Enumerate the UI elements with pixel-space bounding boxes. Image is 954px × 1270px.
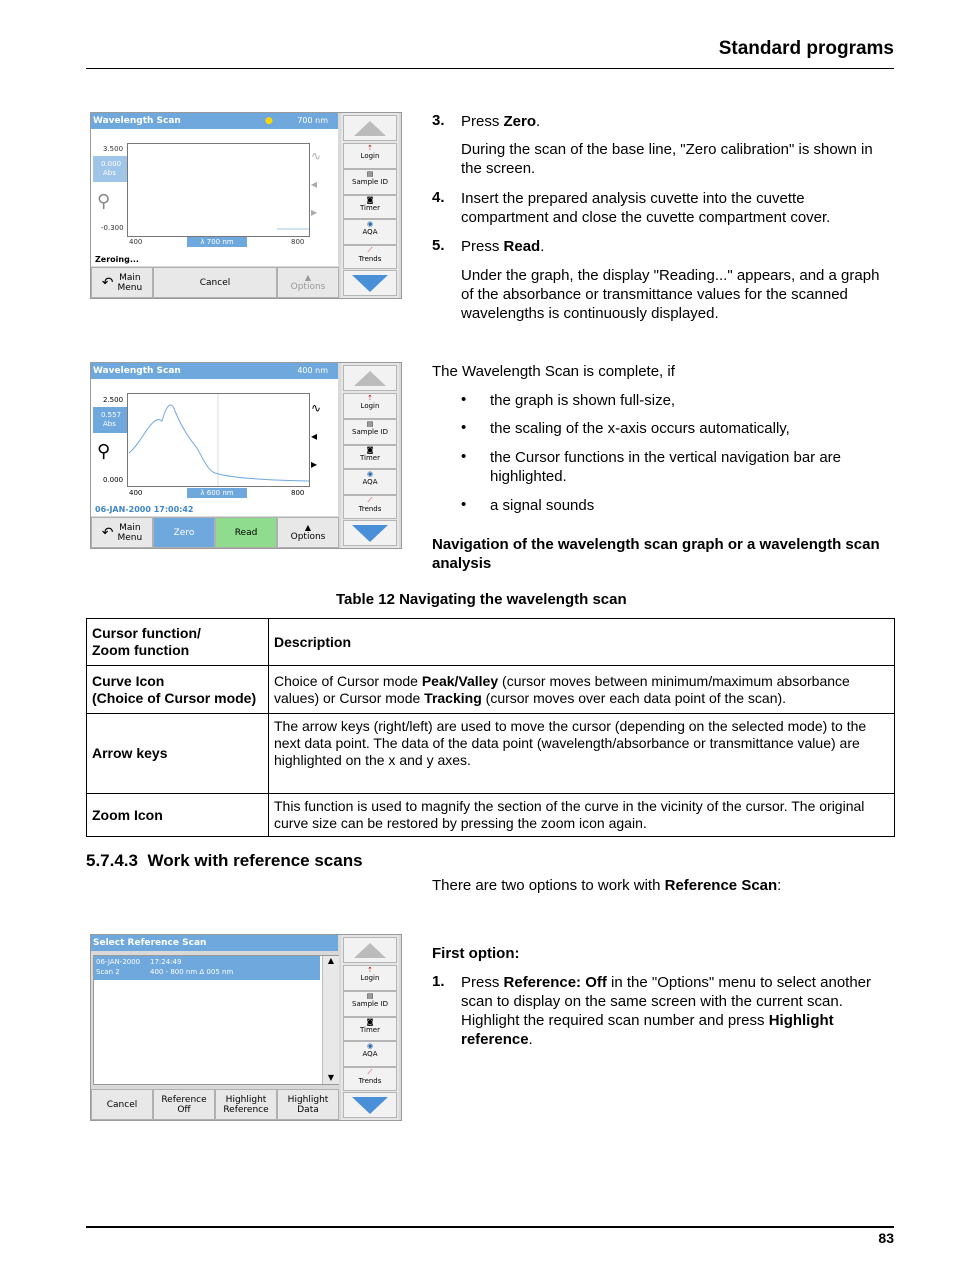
timer-icon: ◙ [366,446,374,454]
y-unit: Abs [103,169,116,177]
table-header-row [87,619,895,666]
main-label: Main [119,272,141,283]
table-cell: Zoom Icon [87,794,269,837]
login-label: Login [360,152,380,160]
arrow-right-icon[interactable]: ▸ [311,457,318,471]
first-option-title: First option: [432,945,520,962]
bullet-3: the Cursor functions in the vertical navigation bar are highlighted. [490,449,842,485]
header-rule [86,68,894,69]
y-min-label: -0.300 [101,224,124,232]
hd-label-1: Highlight [287,1094,329,1105]
y-max-label: 3.500 [103,145,124,153]
table-header-cell: Description [269,619,895,666]
sample-id-icon: ▤ [366,170,374,178]
back-arrow-icon: ↶ [101,524,114,541]
aqa-label: AQA [362,478,378,486]
scan-time: 17:24:49 [150,958,182,966]
vertical-navigation-bar [341,363,399,548]
y-value: 0.000 [101,160,122,168]
fo-p1: Press [461,974,504,991]
graph-area [91,379,338,516]
scroll-down-small-icon[interactable]: ▼ [327,1073,335,1082]
y-value-box [93,407,127,433]
options-arrow-icon: ▲ [304,273,312,282]
trends-label: Trends [358,255,382,263]
x-max-label: 800 [291,238,305,246]
timer-button[interactable] [343,1017,397,1041]
vertical-navigation-bar [341,113,399,298]
page-number: 83 [878,1230,894,1246]
status-text: Zeroing... [95,255,139,264]
timer-label: Timer [359,1026,380,1034]
screen-title: Wavelength Scan [93,366,181,376]
table-cell [269,666,895,714]
cancel-button[interactable]: Cancel [91,1089,153,1120]
lamp-icon: ● [265,116,273,126]
y-min-label: 0.000 [103,476,124,484]
page-header-title: Standard programs [718,38,894,59]
bullet-dot: • [461,391,467,408]
trends-icon: ⟋ [367,496,373,504]
row1-c1a: Curve Icon [92,672,165,689]
graph-plot [127,143,310,237]
login-button[interactable] [343,393,397,419]
timer-button[interactable] [343,445,397,469]
trends-icon: ⟋ [367,1068,373,1076]
scroll-up-button[interactable] [343,937,397,963]
read-button[interactable]: Read [215,517,277,548]
scroll-up-button[interactable] [343,115,397,141]
login-label: Login [360,402,380,410]
sample-id-label: Sample ID [352,1000,388,1008]
section-number: 5.7.4.3 [86,851,138,870]
zero-button[interactable]: Zero [153,517,215,548]
section-intro [432,876,781,895]
login-button[interactable] [343,143,397,169]
main-label: Main [119,522,141,533]
x-max-label: 800 [291,489,305,497]
table-caption: Table 12 Navigating the wavelength scan [336,591,627,608]
aqa-label: AQA [362,1050,378,1058]
graph-area [91,129,338,266]
screen-wavelength-scan-complete [90,362,402,549]
trends-label: Trends [358,505,382,513]
step-3-number: 3. [432,112,445,129]
list-item[interactable] [94,956,320,980]
first-option-text [461,973,889,1049]
bullet-4: a signal sounds [490,497,595,514]
vertical-navigation-bar [341,935,399,1120]
bullet-1: the graph is shown full-size, [490,392,676,409]
aqa-icon: ◉ [366,1042,374,1050]
scroll-down-button[interactable] [343,520,397,546]
screen-title: Wavelength Scan [93,116,181,126]
sample-id-label: Sample ID [352,428,388,436]
login-icon: ⇡ [367,966,373,974]
header-c1b: Zoom function [92,642,190,658]
table-header-cell [87,619,269,666]
row1-b1: Peak/Valley [421,672,499,689]
options-label: Options [290,282,326,292]
step-4-text: Insert the prepared analysis cuvette into the cuvette compartment and close the cuvette compartment cover. [461,190,831,226]
status-timestamp: 06-JAN-2000 17:00:42 [95,505,194,514]
timer-icon: ◙ [366,1018,374,1026]
login-icon: ⇡ [367,144,373,152]
scroll-up-small-icon[interactable]: ▲ [327,956,335,965]
footer-rule [86,1226,894,1228]
scroll-down-button[interactable] [343,270,397,296]
trends-button[interactable] [343,245,397,269]
screen-title: Select Reference Scan [93,938,207,948]
section-intro-bold: Reference Scan [664,877,778,894]
aqa-icon: ◉ [366,470,374,478]
ref-label-2: Off [177,1104,191,1115]
section-heading [86,851,363,871]
step-5-text [461,237,544,256]
trends-label: Trends [358,1077,382,1085]
scan-range: 400 - 800 nm Δ 005 nm [150,968,234,976]
step-3-bold: Zero [503,113,537,130]
scan-name: Scan 2 [96,968,120,976]
trends-button[interactable] [343,1067,397,1091]
timer-label: Timer [359,454,380,462]
aqa-button[interactable] [343,469,397,495]
first-option-number: 1. [432,973,445,990]
hd-label-2: Data [297,1104,319,1115]
row1-c1b: (Choice of Cursor mode) [92,689,257,706]
y-max-label: 2.500 [103,396,124,404]
cursor-tools [311,401,337,491]
bullet-dot: • [461,448,467,465]
scan-date: 06-JAN-2000 [96,958,141,966]
options-label: Options [290,532,326,542]
login-label: Login [360,974,380,982]
highlight-reference-button[interactable] [215,1089,277,1120]
table-row [87,714,895,794]
step-4-number: 4. [432,189,445,206]
options-button[interactable] [277,517,339,548]
menu-label: Menu [117,532,143,543]
sample-id-button[interactable] [343,991,397,1017]
y-value: 0.557 [101,411,122,419]
aqa-button[interactable] [343,1041,397,1067]
arrow-left-icon[interactable]: ◂ [311,177,318,191]
sample-id-icon: ▤ [366,992,374,1000]
timer-icon: ◙ [366,196,374,204]
arrow-left-icon[interactable]: ◂ [311,429,318,443]
table-row [87,794,895,837]
bottom-button-bar [91,1089,339,1120]
hr-label-1: Highlight [225,1094,267,1105]
step-5-pre: Press [461,238,504,255]
screen-wavelength-scan-zeroing [90,112,402,299]
fo-p2: in the "Options" menu to select another scan to display on the same screen with the current scan. Highlight the required scan number and press [461,974,872,1029]
sample-id-icon: ▤ [366,420,374,428]
wavelength-readout: 700 nm [297,116,328,125]
table-cell: This function is used to magnify the section of the curve in the vicinity of the cursor. The original curve size can be restored by pressing the zoom icon again. [269,794,895,837]
fo-b2: Highlight reference [461,1012,834,1048]
ref-label-1: Reference [161,1094,207,1105]
screen-title-bar [91,113,338,129]
wavelength-readout: 400 nm [297,366,328,375]
x-min-label: 400 [129,489,143,497]
x-cursor-label: λ 600 nm [187,488,247,498]
fo-p3: . [528,1031,533,1048]
login-icon: ⇡ [367,394,373,402]
trends-button[interactable] [343,495,397,519]
table-cell: The arrow keys (right/left) are used to move the cursor (depending on the selected mode) to the next data point. The data of the data point (wavelength/absorbance or transmittance value) are highlighted on the x and y axes. [269,714,895,794]
list-scrollbar[interactable] [322,956,339,1084]
screen-title-bar [91,935,338,951]
table-cell [87,666,269,714]
table-row [87,666,895,714]
aqa-button[interactable] [343,219,397,245]
scroll-down-button[interactable] [343,1092,397,1118]
table-cell: Arrow keys [87,714,269,794]
trends-icon: ⟋ [367,246,373,254]
sample-id-label: Sample ID [352,178,388,186]
bullet-dot: • [461,496,467,513]
step-5-note: Under the graph, the display "Reading..." appears, and a graph of the absorbance or transmittance values for the scanned wavelengths is continuously displayed. [461,267,880,322]
highlight-data-button[interactable] [277,1089,339,1120]
reference-off-button[interactable] [153,1089,215,1120]
main-menu-button[interactable] [91,267,153,298]
y-unit: Abs [103,420,116,428]
header-c1a: Cursor function/ [92,625,201,641]
section-intro-post: : [777,877,782,894]
cancel-button[interactable]: Cancel [153,267,277,298]
options-arrow-icon: ▲ [304,523,312,532]
section-title: Work with reference scans [147,851,363,870]
step-3-text [461,112,540,131]
navigation-table [86,618,895,837]
zoom-icon[interactable]: ⚲ [97,441,111,462]
main-menu-button[interactable] [91,517,153,548]
login-button[interactable] [343,965,397,991]
aqa-label: AQA [362,228,378,236]
zoom-icon[interactable]: ⚲ [97,191,111,212]
row1-d1: Choice of Cursor mode [274,672,422,689]
step-5-number: 5. [432,237,445,254]
aqa-icon: ◉ [366,220,374,228]
curve-icon[interactable]: ∿ [311,149,322,163]
bottom-button-bar [91,267,339,298]
timer-button[interactable] [343,195,397,219]
hr-label-2: Reference [223,1104,269,1115]
sample-id-button[interactable] [343,419,397,445]
row1-d3: (cursor moves over each data point of the scan). [481,689,787,706]
sample-id-button[interactable] [343,169,397,195]
fo-b1: Reference: Off [503,974,607,991]
row1-b2: Tracking [424,689,482,706]
step-3-post: . [536,113,541,130]
cursor-tools [311,149,337,239]
x-cursor-label: λ 700 nm [187,237,247,247]
step-5-bold: Read [503,238,541,255]
curve-icon[interactable]: ∿ [311,401,322,415]
y-value-box [93,156,127,182]
step-5-post: . [540,238,545,255]
options-button[interactable] [277,267,339,298]
step-3-pre: Press [461,113,504,130]
step-3-note: During the scan of the base line, "Zero calibration" is shown in the screen. [461,141,873,177]
row1-d2: (cursor moves between minimum/maximum absorbance values) or Cursor mode [274,672,850,706]
scroll-up-button[interactable] [343,365,397,391]
bottom-button-bar [91,517,339,548]
reference-scan-list [93,955,339,1085]
x-min-label: 400 [129,238,143,246]
complete-intro: The Wavelength Scan is complete, if [432,363,675,380]
bullet-2: the scaling of the x-axis occurs automatically, [490,420,790,437]
back-arrow-icon: ↶ [101,274,114,291]
graph-plot [127,393,310,487]
screen-title-bar [91,363,338,379]
section-intro-pre: There are two options to work with [432,877,665,894]
menu-label: Menu [117,282,143,293]
navigation-heading: Navigation of the wavelength scan graph or a wavelength scan analysis [432,536,880,572]
timer-label: Timer [359,204,380,212]
screen-select-reference-scan [90,934,402,1121]
arrow-right-icon[interactable]: ▸ [311,205,318,219]
bullet-dot: • [461,419,467,436]
